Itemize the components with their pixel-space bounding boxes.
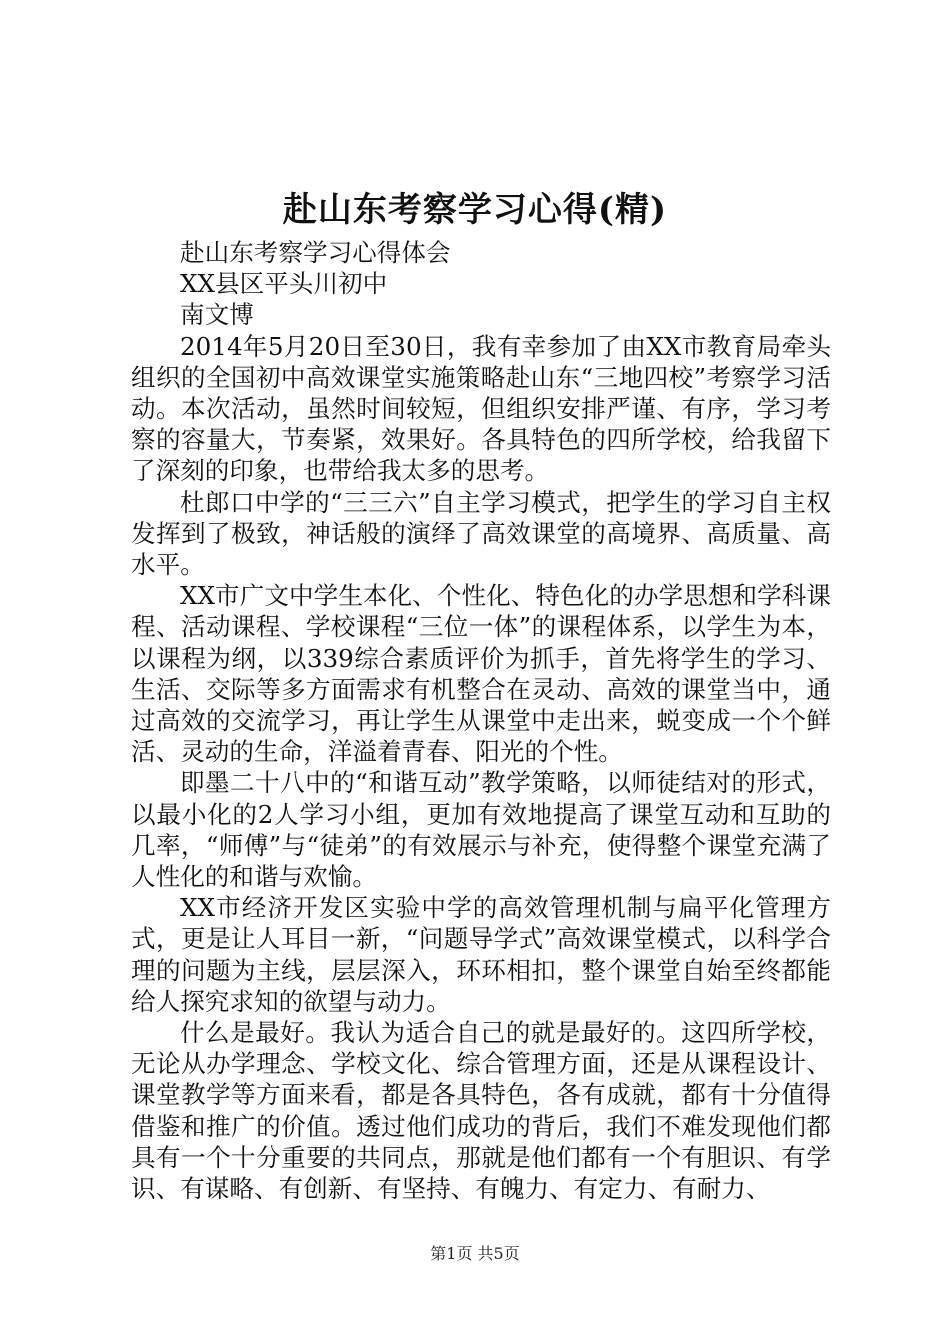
paragraph-experimental: XX市经济开发区实验中学的高效管理机制与扁平化管理方式，更是让人耳目一新，“问题导学式”高效课堂模式，以科学合理的问题为主线，层层深入，环环相扣，整个课堂自始至终都能给人探究求知的欲望与动力。 (131, 893, 831, 1016)
paragraph-intro: 2014年5月20日至30日，我有幸参加了由XX市教育局牵头组织的全国初中高效课堂实施策略赴山东“三地四校”考察学习活动。本次活动，虽然时间较短，但组织安排严谨、有序，学习考察的容量大，节奏紧，效果好。各具特色的四所学校，给我留下了深刻的印象，也带给我太多的思考。 (131, 331, 831, 486)
document-body (131, 237, 831, 1204)
paragraph-dulangkou: 杜郎口中学的“三三六”自主学习模式，把学生的学习自主权发挥到了极致，神话般的演绎了高效课堂的高境界、高质量、高水平。 (131, 487, 831, 580)
paragraph-guangwen: XX市广文中学生本化、个性化、特色化的办学思想和学科课程、活动课程、学校课程“三位一体”的课程体系，以学生为本，以课程为纲，以339综合素质评价为抓手，首先将学生的学习、生活、交际等多方面需求有机整合在灵动、高效的课堂当中，通过高效的交流学习，再让学生从课堂中走出来，蜕变成一个个鲜活、灵动的生命，洋溢着青春、阳光的个性。 (131, 581, 831, 767)
document-title: 赴山东考察学习心得(精) (282, 190, 668, 230)
paragraph-jimo: 即墨二十八中的“和谐互动”教学策略，以师徒结对的形式，以最小化的2人学习小组，更加有效地提高了课堂互动和互助的几率，“师傅”与“徒弟”的有效展示与补充，使得整个课堂充满了人性化的和谐与欢愉。 (131, 768, 831, 892)
paragraph-reflection: 什么是最好。我认为适合自己的就是最好的。这四所学校，无论从办学理念、学校文化、综合管理方面，还是从课程设计、课堂教学等方面来看，都是各具特色，各有成就，都有十分值得借鉴和推广的价值。透过他们成功的背后，我们不难发现他们都具有一个十分重要的共同点，那就是他们都有一个有胆识、有学识、有谋略、有创新、有坚持、有魄力、有定力、有耐力、 (131, 1018, 831, 1204)
paragraph-author: 南文博 (180, 300, 254, 330)
page-number-footer: 第1页 共5页 (430, 1244, 520, 1263)
paragraph-school: XX县区平头川初中 (180, 269, 388, 299)
paragraph-subtitle: 赴山东考察学习心得体会 (180, 238, 451, 267)
